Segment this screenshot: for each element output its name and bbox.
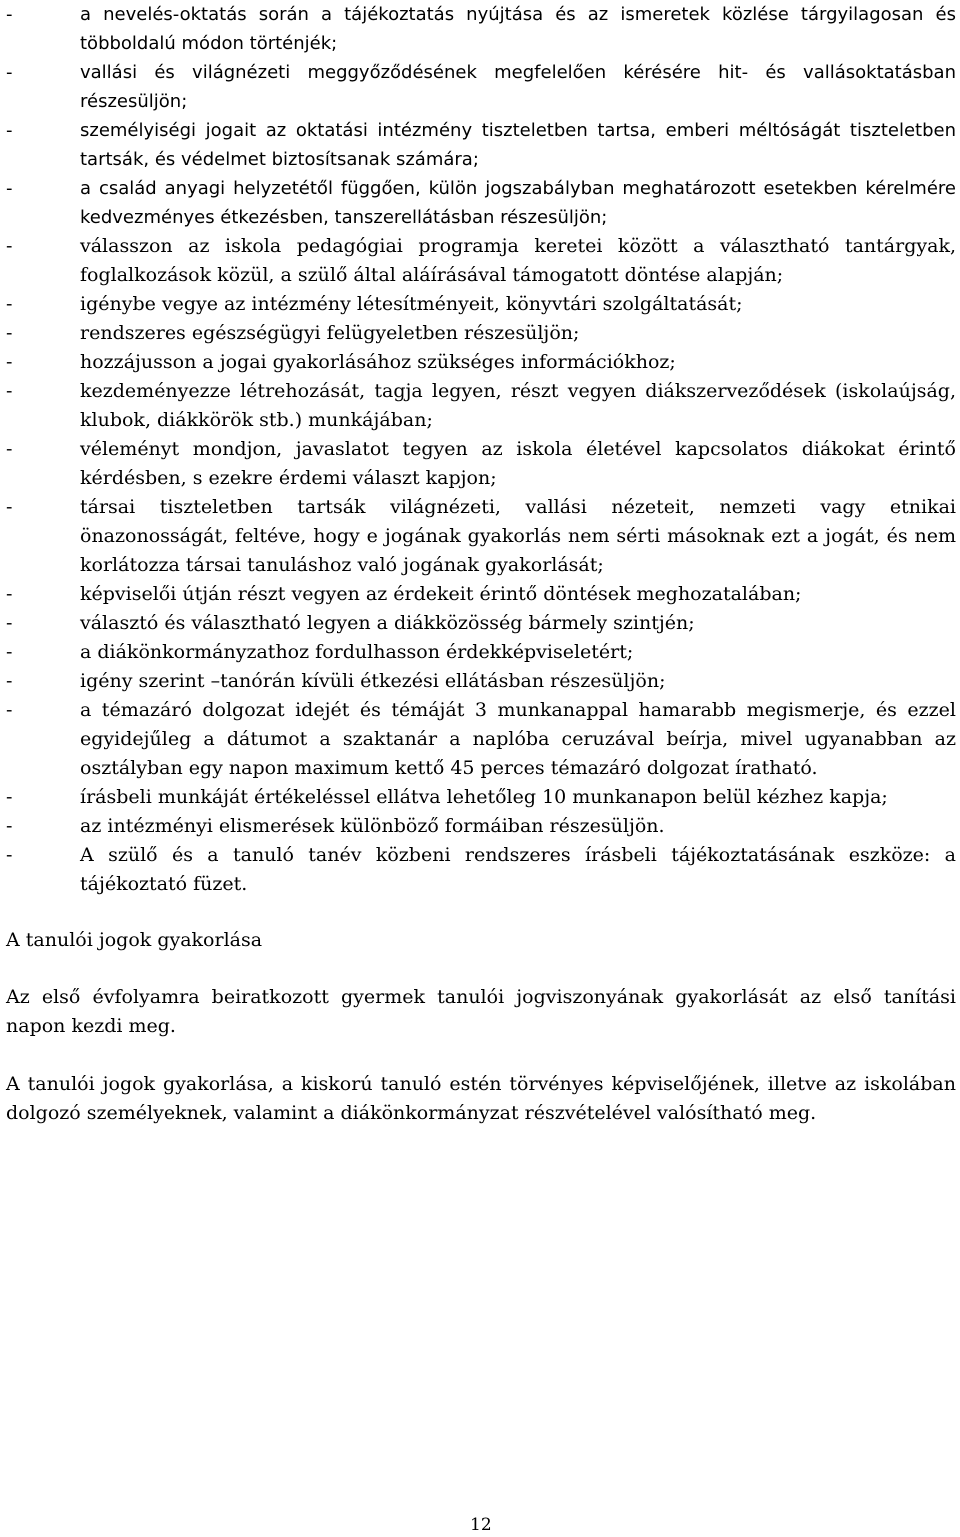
- list-item-text: a diákönkormányzathoz fordulhasson érdekképviseletért;: [80, 641, 634, 663]
- list-item-text: a család anyagi helyzetétől függően, külön jogszabályban meghatározott esetekben kérelmére kedvezményes étkezésben, tanszerellátásban részesüljön;: [80, 178, 956, 228]
- bullet-dash: -: [6, 786, 13, 808]
- bullet-dash: -: [6, 351, 13, 373]
- bullet-dash: -: [6, 380, 13, 402]
- paragraph-first-grade: Az első évfolyamra beiratkozott gyermek tanulói jogviszonyának gyakorlását az első tanítási napon kezdi meg.: [6, 986, 956, 1037]
- bullet-dash: -: [6, 670, 13, 692]
- bullet-dash: -: [6, 293, 13, 315]
- list-item: [6, 696, 956, 783]
- rights-list: [6, 0, 956, 899]
- section-heading: A tanulói jogok gyakorlása: [6, 929, 263, 951]
- list-item: [6, 667, 956, 696]
- bullet-dash: -: [6, 583, 13, 605]
- list-item: [6, 348, 956, 377]
- list-item: [6, 493, 956, 580]
- list-item-text: véleményt mondjon, javaslatot tegyen az iskola életével kapcsolatos diákokat érintő kérdésben, s ezekre érdemi választ kapjon;: [80, 438, 956, 489]
- list-item: [6, 812, 956, 841]
- list-item-text: írásbeli munkáját értékeléssel ellátva lehetőleg 10 munkanapon belül kézhez kapja;: [80, 786, 888, 808]
- bullet-dash: -: [6, 322, 13, 344]
- bullet-dash: -: [6, 4, 13, 25]
- list-item: [6, 174, 956, 232]
- list-item: [6, 116, 956, 174]
- list-item-text: hozzájusson a jogai gyakorlásához szükséges információkhoz;: [80, 351, 676, 373]
- paragraph-rights-exercise: A tanulói jogok gyakorlása, a kiskorú tanuló estén törvényes képviselőjének, illetve az iskolában dolgozó személyeknek, valamint a diákönkormányzat részvételével valósítható meg.: [6, 1073, 956, 1124]
- list-item: [6, 580, 956, 609]
- bullet-dash: -: [6, 178, 13, 199]
- list-item: [6, 609, 956, 638]
- list-item-text: társai tiszteletben tartsák világnézeti, vallási nézeteit, nemzeti vagy etnikai önazonosságát, feltéve, hogy e jogának gyakorlás nem sérti másoknak ezt a jogát, és nem korlátozza társai tanuláshoz való jogának gyakorlását;: [80, 496, 956, 576]
- list-item-text: választó és választható legyen a diákközösség bármely szintjén;: [80, 612, 695, 634]
- list-item-text: a témazáró dolgozat idejét és témáját 3 munkanappal hamarabb megismerje, és ezzel egyidejűleg a dátumot a szaktanár a naplóba ceruzával beírja, mivel ugyanabban az osztályban egy napon maximum kettő 45 perces témazáró dolgozat íratható.: [80, 699, 956, 779]
- list-item: [6, 841, 956, 899]
- list-item-text: A szülő és a tanuló tanév közbeni rendszeres írásbeli tájékoztatásának eszköze: a tájékoztató füzet.: [80, 844, 956, 895]
- list-item-text: kezdeményezze létrehozását, tagja legyen, részt vegyen diákszerveződések (iskolaújság, klubok, diákkörök stb.) munkájában;: [80, 380, 956, 431]
- bullet-dash: -: [6, 235, 13, 257]
- list-item-text: vallási és világnézeti meggyőződésének megfelelően kérésére hit- és vallásoktatásban részesüljön;: [80, 62, 956, 112]
- list-item: [6, 232, 956, 290]
- list-item: [6, 783, 956, 812]
- list-item-text: az intézményi elismerések különböző formáiban részesüljön.: [80, 815, 665, 837]
- bullet-dash: -: [6, 612, 13, 634]
- list-item-text: képviselői útján részt vegyen az érdekeit érintő döntések meghozatalában;: [80, 583, 802, 605]
- list-item-text: igény szerint –tanórán kívüli étkezési ellátásban részesüljön;: [80, 670, 666, 692]
- list-item-text: válasszon az iskola pedagógiai programja keretei között a választható tantárgyak, foglalkozások közül, a szülő által aláírásával támogatott döntése alapján;: [80, 235, 956, 286]
- list-item: [6, 435, 956, 493]
- list-item: [6, 290, 956, 319]
- list-item-text: igénybe vegye az intézmény létesítményeit, könyvtári szolgáltatását;: [80, 293, 743, 315]
- list-item: [6, 58, 956, 116]
- bullet-dash: -: [6, 120, 13, 141]
- list-item: [6, 319, 956, 348]
- bullet-dash: -: [6, 815, 13, 837]
- list-item-text: rendszeres egészségügyi felügyeletben részesüljön;: [80, 322, 580, 344]
- bullet-dash: -: [6, 496, 13, 518]
- list-item: [6, 638, 956, 667]
- list-item-text: a nevelés-oktatás során a tájékoztatás nyújtása és az ismeretek közlése tárgyilagosan és többoldalú módon történjék;: [80, 4, 956, 54]
- bullet-dash: -: [6, 844, 13, 866]
- list-item: [6, 0, 956, 58]
- bullet-dash: -: [6, 699, 13, 721]
- list-item-text: személyiségi jogait az oktatási intézmény tiszteletben tartsa, emberi méltóságát tiszteletben tartsák, és védelmet biztosítsanak számára;: [80, 120, 956, 170]
- document-page: [6, 0, 956, 899]
- bullet-dash: -: [6, 62, 13, 83]
- bullet-dash: -: [6, 641, 13, 663]
- bullet-dash: -: [6, 438, 13, 460]
- list-item: [6, 377, 956, 435]
- page-number: 12: [470, 1515, 492, 1535]
